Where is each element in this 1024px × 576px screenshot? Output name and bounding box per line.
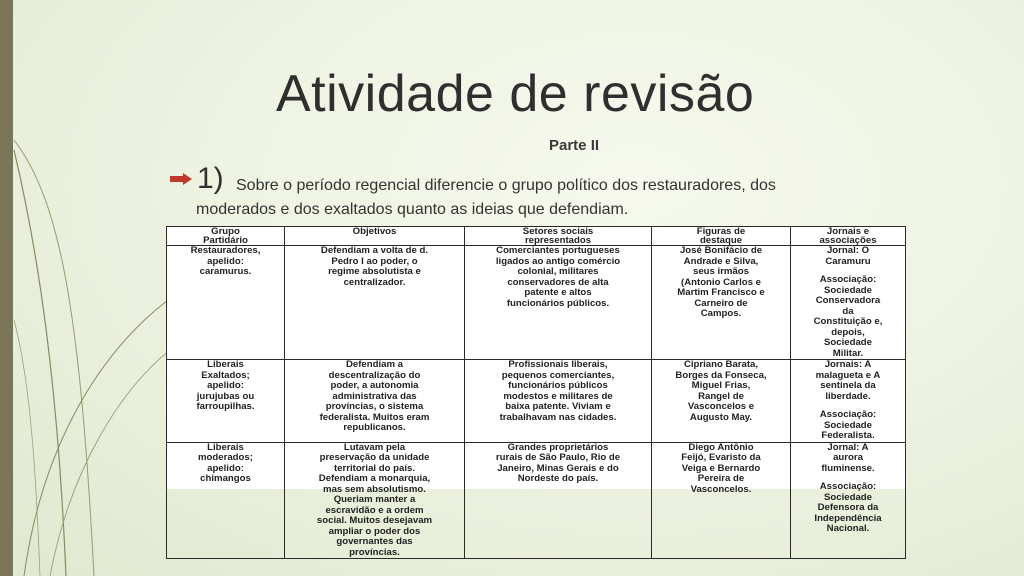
- cell-line: províncias.: [349, 546, 400, 558]
- cell-line: jurujubas ou: [196, 390, 255, 402]
- table-cell: [465, 246, 652, 360]
- cell-line: apelido:: [207, 255, 244, 267]
- cell-line: rurais de São Paulo, Rio de: [495, 452, 621, 463]
- table-cell: [167, 246, 285, 360]
- table-header-cell: [791, 227, 906, 246]
- cell-line: centralizador.: [343, 276, 406, 288]
- cell-line: Pereira de: [697, 473, 745, 484]
- table-header-cell: [465, 227, 652, 246]
- cell-line: (Antonio Carlos e: [681, 276, 761, 288]
- cell-line: Associação:: [819, 274, 877, 285]
- header-line: Setores sociais: [522, 226, 594, 237]
- table-cell: [285, 360, 465, 443]
- cell-line: Campos.: [700, 308, 742, 319]
- slide-subtitle: Parte II: [549, 137, 600, 154]
- cell-line: aurora: [833, 452, 863, 463]
- cell-line: Defensora da: [817, 502, 879, 513]
- table-cell: [791, 442, 906, 559]
- header-line: Objetivos: [352, 226, 397, 237]
- cell-line: Rangel de: [698, 390, 744, 402]
- cell-line: Sociedade: [824, 284, 872, 296]
- cell-line: Nordeste do país.: [517, 473, 599, 484]
- cell-line: da: [842, 305, 854, 317]
- cell-line: províncias, o sistema: [325, 401, 424, 412]
- header-line: associações: [819, 234, 877, 246]
- cell-line: moderados;: [198, 452, 253, 463]
- cell-line: Vasconcelos e: [687, 401, 755, 412]
- cell-line: Constituição e,: [813, 316, 883, 327]
- cell-line: Martim Francisco e: [677, 287, 765, 298]
- cell-line: pequenos comerciantes,: [501, 369, 615, 381]
- question-text-line-1: Sobre o período regencial diferencie o grupo político dos restauradores, dos: [236, 177, 776, 194]
- cell-line: farroupilhas.: [196, 401, 255, 412]
- cell-line: social. Muitos desejavam: [316, 515, 433, 526]
- cell-line: Nacional.: [826, 523, 870, 534]
- header-line: Partidário: [203, 234, 248, 246]
- cell-line: Associação:: [819, 481, 877, 492]
- cell-line: descentralização do: [328, 369, 421, 381]
- cell-line: malagueta e A: [815, 369, 881, 381]
- cell-line: Liberais: [207, 442, 244, 453]
- cell-line: modestos e militares de: [503, 390, 613, 402]
- cell-line: ampliar o poder dos: [328, 525, 421, 537]
- cell-line: trabalhavam nas cidades.: [499, 411, 617, 423]
- table-header-row: [167, 227, 906, 246]
- cell-line: Defendiam a volta de d.: [320, 245, 429, 256]
- table-row: [167, 246, 906, 360]
- cell-line: Lutavam pela: [343, 442, 406, 453]
- cell-line: Comerciantes portugueses: [496, 245, 620, 256]
- cell-line: Jornal: A: [827, 442, 869, 453]
- table-cell: [652, 246, 791, 360]
- cell-line: Restauradores,: [190, 245, 261, 256]
- cell-line: Conservadora: [815, 295, 881, 306]
- cell-line: Defendiam a: [345, 359, 404, 370]
- table-cell: [465, 442, 652, 559]
- cell-line: territorial do país.: [333, 462, 416, 474]
- cell-line: patente e altos: [524, 287, 592, 298]
- cell-line: fluminense.: [821, 462, 875, 474]
- cell-line: colonial, militares: [517, 266, 599, 277]
- cell-line: Independência: [814, 512, 882, 524]
- table-header-cell: [652, 227, 791, 246]
- table-row: [167, 360, 906, 443]
- cell-line: Miguel Frias,: [691, 380, 751, 391]
- table-cell: [167, 442, 285, 559]
- cell-line: escravidão e a ordem: [325, 504, 424, 516]
- comparison-table: [166, 226, 906, 559]
- cell-line: José Bonifácio de: [679, 245, 763, 256]
- header-line: Figuras de: [696, 226, 746, 237]
- cell-line: Borges da Fonseca,: [675, 369, 767, 381]
- cell-line: Associação:: [819, 409, 877, 420]
- slide-title: Atividade de revisão: [276, 65, 755, 123]
- cell-line: federalista. Muitos eram: [319, 411, 430, 423]
- cell-line: seus irmãos: [693, 266, 749, 277]
- cell-line: republicanos.: [343, 422, 406, 433]
- cell-line: Sociedade: [824, 491, 872, 503]
- cell-line: Liberais: [207, 359, 244, 370]
- cell-line: ligados ao antigo comércio: [495, 255, 621, 267]
- cell-line: Veiga e Bernardo: [681, 462, 761, 474]
- header-line: Grupo: [211, 226, 240, 237]
- table-cell: [465, 360, 652, 443]
- cell-line: Vasconcelos.: [690, 483, 752, 495]
- table-row: [167, 442, 906, 559]
- cell-line: conservadores de alta: [507, 276, 609, 288]
- cell-line: Defendiam a monarquia,: [318, 473, 431, 484]
- cell-line: Profissionais liberais,: [508, 359, 608, 370]
- cell-line: Queriam manter a: [333, 494, 416, 505]
- cell-line: funcionários públicos.: [506, 297, 610, 309]
- cell-line: preservação da unidade: [319, 452, 430, 463]
- cell-line: Exaltados;: [201, 369, 250, 381]
- cell-line: Pedro I ao poder, o: [331, 255, 418, 267]
- cell-line: Augusto May.: [689, 411, 753, 423]
- table-header-cell: [285, 227, 465, 246]
- cell-line: Janeiro, Minas Gerais e do: [497, 462, 619, 474]
- cell-line: Jornal: O: [826, 245, 870, 256]
- cell-line: Militar.: [832, 347, 864, 359]
- table-cell: [285, 442, 465, 559]
- cell-line: Jornais: A: [824, 359, 872, 370]
- cell-line: poder, a autonomia: [330, 380, 419, 391]
- cell-line: mas sem absolutismo.: [323, 483, 426, 495]
- cell-line: caramurus.: [199, 266, 252, 277]
- cell-line: Sociedade: [824, 419, 872, 431]
- cell-line: baixa patente. Viviam e: [505, 401, 611, 412]
- cell-line: liberdade.: [825, 390, 871, 402]
- header-line: representados: [524, 234, 592, 246]
- cell-line: funcionários públicos: [508, 380, 608, 391]
- table-cell: [167, 360, 285, 443]
- cell-line: depois,: [831, 326, 865, 338]
- cell-line: governantes das: [336, 536, 413, 547]
- table-cell: [652, 360, 791, 443]
- cell-line: Andrade e Silva,: [683, 255, 759, 267]
- table-cell: [652, 442, 791, 559]
- arrow-bullet-icon: [170, 173, 192, 185]
- cell-line: Diego Antônio: [688, 442, 754, 453]
- table-cell: [791, 246, 906, 360]
- cell-line: administrativa das: [332, 390, 417, 402]
- cell-line: apelido:: [207, 462, 244, 474]
- question-number: 1): [197, 162, 224, 195]
- cell-line: Grandes proprietários: [507, 442, 609, 453]
- table-cell: [791, 360, 906, 443]
- table-cell: [285, 246, 465, 360]
- cell-line: Caramuru: [825, 255, 871, 267]
- cell-line: Feijó, Evaristo da: [681, 452, 761, 463]
- comparison-table-image: [166, 226, 905, 558]
- header-line: destaque: [699, 234, 743, 246]
- cell-line: Federalista.: [821, 430, 875, 441]
- header-line: Jornais e: [826, 226, 870, 237]
- cell-line: sentinela da: [820, 380, 876, 391]
- question-text-line-2: moderados e dos exaltados quanto as ideias que defendiam.: [196, 201, 629, 218]
- table-header-cell: [167, 227, 285, 246]
- cell-line: Carneiro de: [694, 297, 748, 309]
- cell-line: apelido:: [207, 380, 244, 391]
- cell-line: chimangos: [200, 473, 251, 484]
- cell-line: regime absolutista e: [328, 266, 421, 277]
- cell-line: Sociedade: [824, 337, 872, 348]
- cell-line: Cipriano Barata,: [683, 359, 759, 370]
